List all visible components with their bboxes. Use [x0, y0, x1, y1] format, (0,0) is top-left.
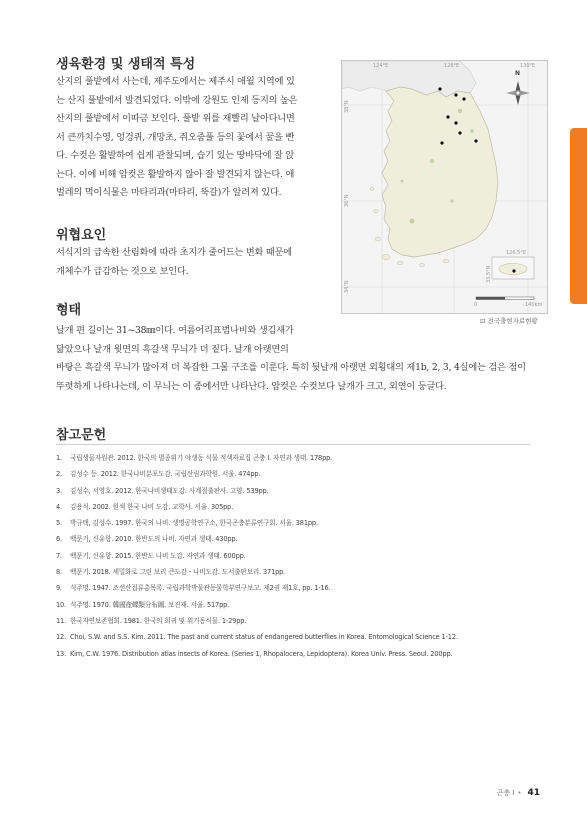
reference-item	[56, 629, 458, 645]
references-heading: 참고문헌	[56, 428, 107, 443]
occurrence-point	[474, 139, 477, 142]
lon-label-128: 128°E	[444, 63, 460, 69]
reference-number: 8.	[56, 568, 62, 577]
legend-icon: ⊡	[480, 317, 486, 325]
morphology-line: 날개 편 길이는 31~38㎜이다. 여름어리표범나비와 생김새가	[56, 325, 294, 336]
occurrence-point	[446, 115, 449, 118]
footer-section: 곤충 I	[496, 789, 515, 797]
south-korea-landmass	[382, 87, 498, 257]
morphology-line: 바탕은 흑갈색 무늬가 많아져 더 복잡한 그물 구조를 이룬다. 특히 뒷날개 아랫면 외횡대의 제1b, 2, 3, 4실에는 검은 점이	[56, 362, 526, 373]
compass-north-label: N	[515, 70, 521, 77]
reference-number: 13.	[56, 649, 67, 658]
lon-label-130: 130°E	[520, 63, 536, 69]
occurrence-point	[454, 93, 457, 96]
reference-number: 6.	[56, 535, 62, 544]
compass-rose	[506, 81, 530, 105]
occurrence-point	[438, 87, 441, 90]
habitat-line: 는 산지 풀밭에서 발견되었다. 이밖에 강원도 인제 등지의 높은	[56, 94, 298, 106]
lat-label-34: 34°N	[344, 280, 350, 293]
jeju-island	[499, 264, 527, 275]
habitat-line: 산지의 풀밭에서 사는데, 제주도에서는 제주시 애월 지역에 있	[56, 76, 295, 87]
map-credit-text: 전국출현자료현황	[487, 317, 538, 325]
reference-text: 한국자연보존협회. 1981. 한국의 희귀 및 위기동식물. 1-29pp.	[70, 616, 247, 625]
lat-label-38: 38°N	[344, 100, 350, 113]
habitat-line: 다. 수컷은 활발하여 쉽게 관찰되며, 습기 있는 땅바닥에 잘 앉	[56, 150, 295, 161]
habitat-line: 는다. 이에 비해 암컷은 활발하지 않아 잘 발견되지 않는다. 애	[56, 168, 295, 180]
reference-text: 백문기, 신유항. 2010. 한반도의 나비. 자연과 생태. 430pp.	[70, 535, 238, 544]
reference-text: Kim, C.W. 1976. Distribution atlas insects of Korea. (Series 1, Rhopalocera, Lepidoptera). Korea Univ. Press. Seoul. 200pp.	[70, 649, 453, 658]
reference-item	[56, 499, 458, 515]
references-list	[56, 450, 458, 662]
reference-item	[56, 597, 458, 613]
inset-lat-label: 33.5°N	[486, 265, 492, 283]
chapter-tab	[570, 128, 587, 304]
lon-label-124: 124°E	[373, 63, 389, 69]
morphology-heading: 형태	[56, 303, 82, 318]
morphology-line: 닮았으나 날개 윗면의 흑갈색 무늬가 더 짙다. 날개 아랫면의	[56, 343, 289, 355]
reference-text: 석주명. 1947. 조선산접류총목록. 국립과학박물관동물학부연구보고. 제2권 제1호, pp. 1-16.	[70, 584, 331, 593]
reference-text: 백문기, 신유항. 2015. 한반도 나비 도감. 자연과 생태. 600pp.	[70, 551, 246, 560]
page-number: 41	[527, 788, 540, 798]
lat-label-36: 36°N	[344, 194, 350, 207]
habitat-paragraph	[56, 73, 336, 203]
occurrence-point	[440, 141, 443, 144]
habitat-heading: 생육환경 및 생태적 특성	[56, 57, 196, 72]
reference-item	[56, 483, 458, 499]
reference-text: 김성수 등. 2012. 한국나비분포도감. 국립산림과학원. 서울. 474pp.	[70, 470, 261, 479]
reference-number: 1.	[56, 454, 62, 462]
morphology-paragraph	[56, 322, 536, 396]
scale-end-label: 140km	[525, 302, 543, 308]
reference-text: 김성수, 서영호. 2012. 한국나비생태도감. 사계절출판사. 고양. 539pp.	[70, 486, 269, 495]
occurrence-point	[458, 131, 461, 134]
distribution-map	[341, 60, 548, 314]
threats-line: 서식지의 급속한 산림화에 따라 초지가 줄어드는 변화 때문에	[56, 247, 292, 258]
habitat-line: 서 큰까치수영, 엉겅퀴, 개망초, 쥐오줌풀 등의 꽃에서 꿀을 빤	[56, 131, 295, 143]
reference-item	[56, 580, 458, 596]
inset-lon-label: 126.5°E	[506, 250, 526, 256]
scale-zero-label: 0	[474, 302, 478, 308]
scale-bar	[476, 297, 534, 300]
reference-number: 9.	[56, 584, 62, 593]
threats-paragraph	[56, 244, 336, 281]
reference-number: 5.	[56, 519, 62, 528]
occurrence-point	[454, 121, 457, 124]
reference-text: 김용식. 2002. 원색 한국 나비 도감. 교학사. 서울. 305pp.	[70, 502, 234, 511]
references-divider	[56, 444, 530, 445]
reference-text: Choi, S.W. and S.S. Kim. 2011. The past and current status of endangered butterflies in Korea. Entomological Science 1-12.	[70, 633, 458, 642]
reference-text: 백문기. 2018. 세밀화로 그린 보리 큰도감 - 나비도감. 도서출판보리. 371pp.	[70, 568, 286, 577]
habitat-line: 산지의 풀밭에서 이따금 보인다. 풀밭 위를 재빨리 날아다니면	[56, 113, 295, 124]
reference-item	[56, 466, 458, 482]
habitat-line: 벌레의 먹이식물은 마타리과(마타리, 뚝갈)가 알려져 있다.	[56, 187, 282, 198]
reference-item	[56, 564, 458, 580]
reference-number: 11.	[56, 616, 67, 625]
threats-heading: 위협요인	[56, 228, 107, 243]
reference-item	[56, 531, 458, 547]
reference-item	[56, 450, 458, 466]
occurrence-point	[462, 97, 465, 100]
map-credit	[480, 316, 538, 325]
occurrence-point	[512, 269, 515, 272]
reference-number: 3.	[56, 486, 62, 495]
reference-item	[56, 646, 458, 662]
morphology-line: 뚜렷하게 나타나는데, 이 무늬는 이 종에서만 나타난다. 암컷은 수컷보다 날개가 크고, 외연이 둥글다.	[56, 380, 447, 392]
reference-number: 10.	[56, 600, 67, 609]
page-footer: 곤충 I • 41	[496, 788, 540, 798]
reference-number: 12.	[56, 633, 67, 642]
reference-number: 4.	[56, 502, 62, 511]
reference-number: 2.	[56, 470, 62, 479]
reference-text: 박규택, 김성수. 1997. 한국의 나비. 생명공학연구소, 한국곤충분류연구회. 서울. 381pp.	[70, 519, 318, 528]
reference-text: 석주명. 1970. 韓國産蝶類分布圖. 보진재. 서울. 517pp.	[70, 600, 230, 609]
threats-line: 개체수가 급감하는 것으로 보인다.	[56, 265, 189, 277]
reference-item	[56, 613, 458, 629]
reference-text: 국립생물자원관. 2012. 한국의 멸종위기 야생동 식물 적색자료집 곤충 I. 자연과 생태. 178pp.	[70, 454, 333, 462]
reference-item	[56, 548, 458, 564]
reference-number: 7.	[56, 551, 62, 560]
reference-item	[56, 515, 458, 531]
